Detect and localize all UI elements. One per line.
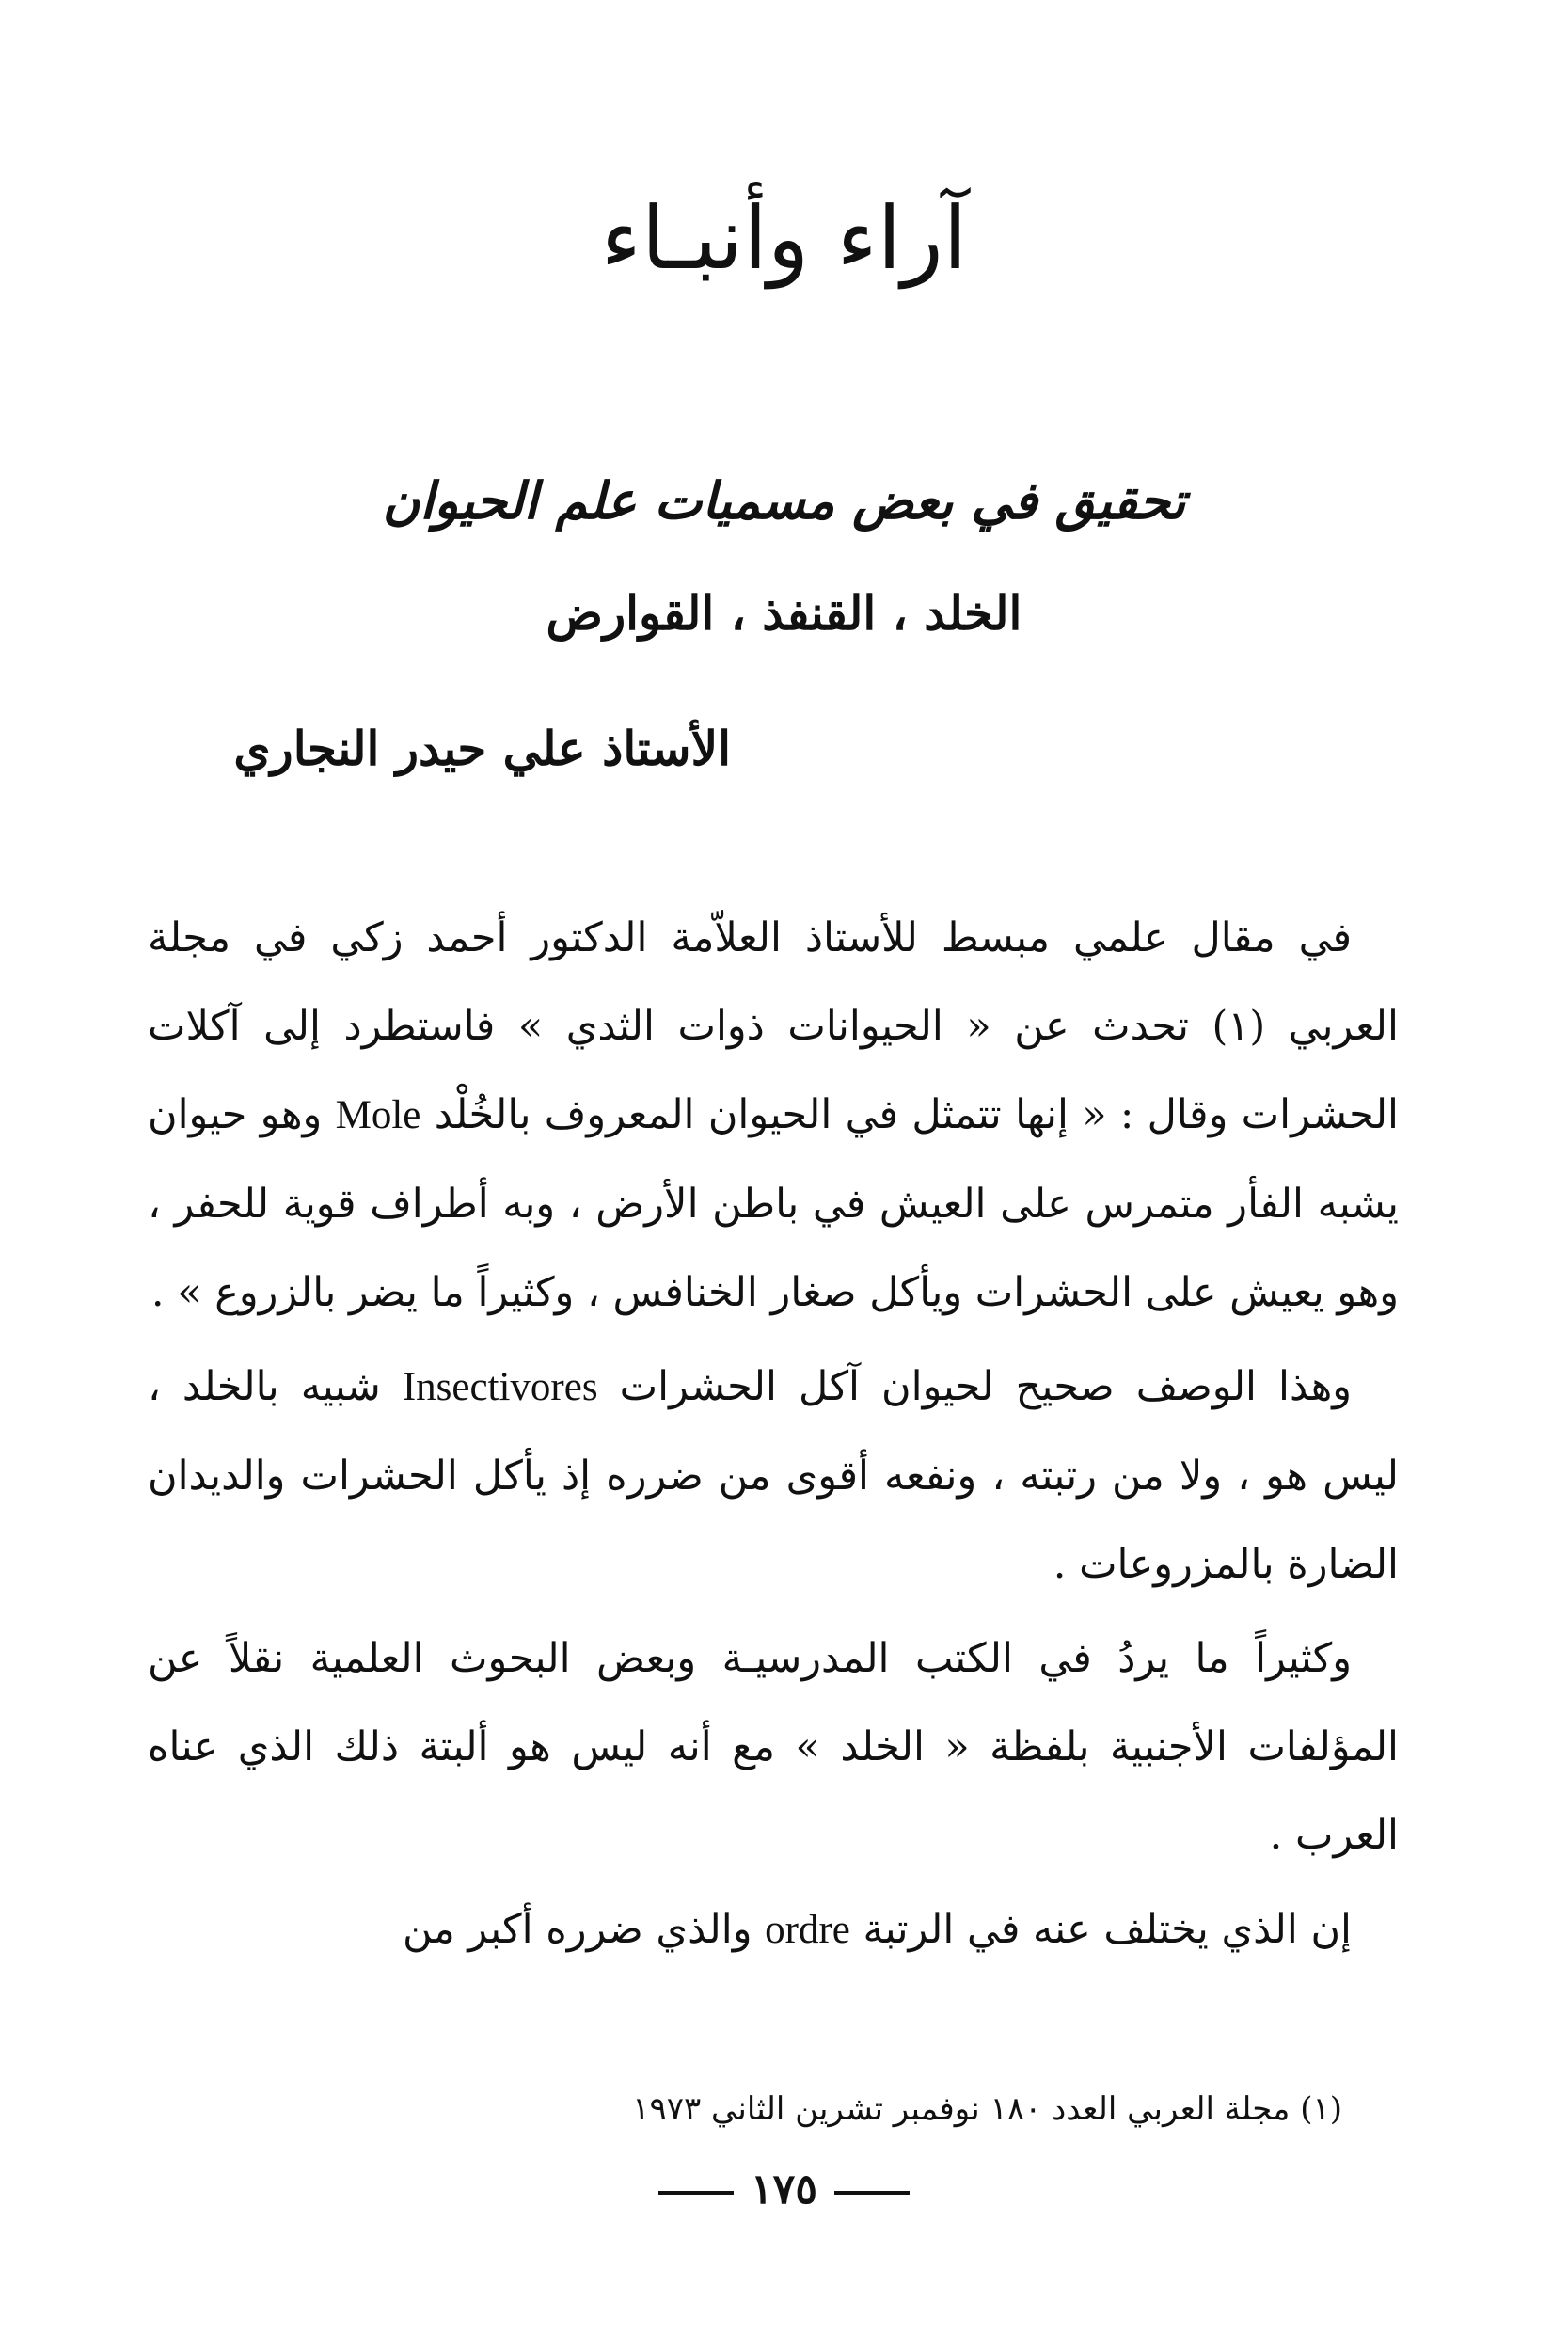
paragraph-4-part-b: والذي ضرره أكبر من (403, 1906, 752, 1953)
paragraph-2-part-a: وهذا الوصف صحيح لحيوان آكل الحشرات (619, 1363, 1353, 1410)
paragraph-4-part-a: إن الذي يختلف عنه في الرتبة (863, 1906, 1352, 1953)
latin-term-insectivores: Insectivores (402, 1365, 598, 1409)
article-body (148, 894, 1399, 1980)
footnote: (١) مجلة العربي العدد ١٨٠ نوفمبر تشرين الثاني ١٩٧٣ (632, 2090, 1342, 2128)
article-subtitle: الخلد ، القنفذ ، القوارض (546, 585, 1022, 641)
paragraph-3-text: وكثيراً ما يردُ في الكتب المدرسيـة وبعض البحوث العلمية نقلاً عن المؤلفات الأجنبية بلفظة « الخلد » مع أنه ليس هو ألبتة ذلك الذي عناه العرب . (148, 1635, 1399, 1859)
paragraph-2 (148, 1342, 1399, 1609)
section-title: آراء وأنبـاء (600, 188, 968, 289)
latin-term-ordre: ordre (765, 1908, 850, 1952)
page-number-dash-right (834, 2191, 910, 2195)
latin-term-mole: Mole (335, 1093, 421, 1137)
paragraph-1-part-b: وهو حيوان يشبه الفأر متمرس على العيش في باطن الأرض ، وبه أطراف قوية للحفر ، وهو يعيش على الحشرات ويأكل صغار الخنافس ، وكثيراً ما يضر بالزروع » . (148, 1091, 1399, 1316)
page-number-dash-left (658, 2191, 734, 2195)
paragraph-3 (148, 1614, 1399, 1880)
page-number: ١٧٥ (751, 2166, 817, 2214)
author-name: الأستاذ علي حيدر النجاري (233, 721, 731, 776)
paragraph-2-part-b: شبيه بالخلد ، ليس هو ، ولا من رتبته ، ونفعه أقوى من ضرره إذ يأكل الحشرات والديدان الضارة بالمزروعات . (148, 1363, 1399, 1588)
paragraph-1 (148, 894, 1399, 1337)
page-number-row (0, 2166, 1568, 2214)
article-title: تحقيق في بعض مسميات علم الحيوان (382, 470, 1186, 531)
paragraph-4 (148, 1885, 1399, 1975)
paragraph-1-part-a: في مقال علمي مبسط للأستاذ العلاّمة الدكتور أحمد زكي في مجلة العربي (١) تحدث عن « الحيوانات ذوات الثدي » فاستطرد إلى آكلات الحشرات وقال : « إنها تتمثل في الحيوان المعروف بالخُلْد (148, 914, 1399, 1138)
